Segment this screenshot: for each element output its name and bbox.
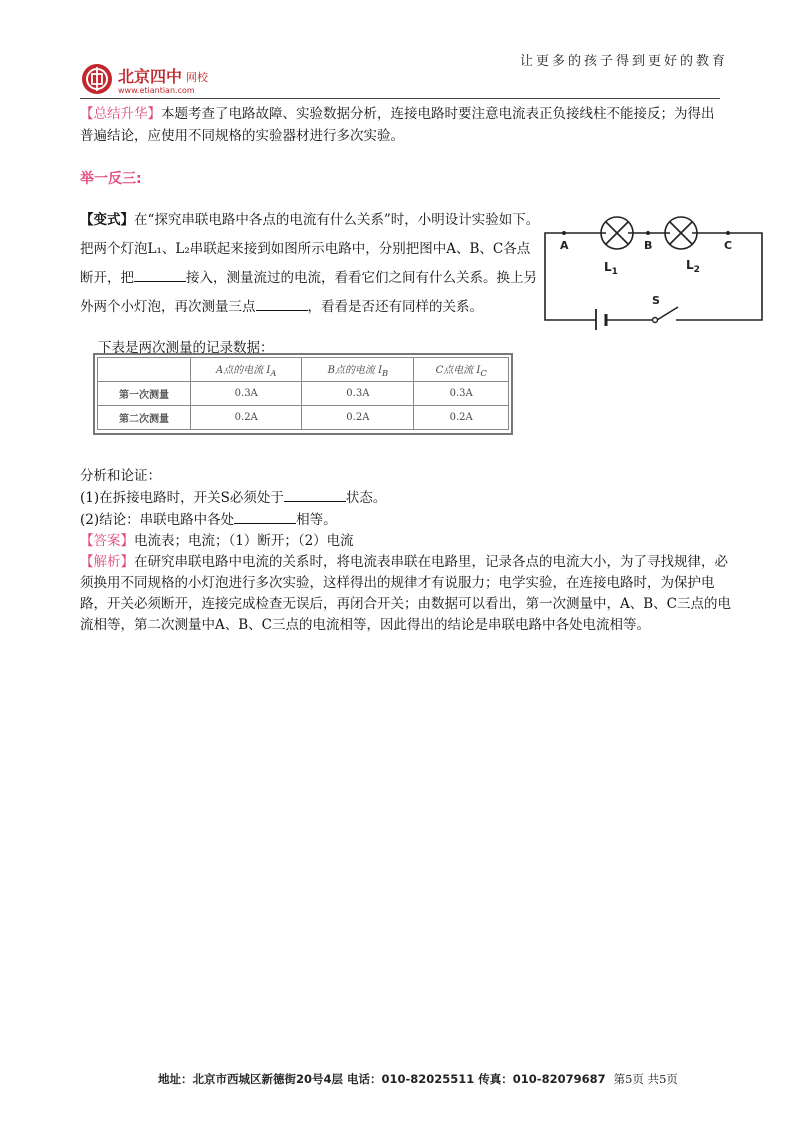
point-c-label: C (724, 239, 733, 252)
circuit-diagram (540, 205, 770, 330)
lamp-l1-label: $L_1$ (604, 260, 618, 277)
analysis-heading: 分析和论证： (80, 468, 161, 484)
logo-url: www.etiantian.com (118, 86, 195, 95)
table-cell: 0.2A (191, 406, 302, 430)
variant-tag: 【变式】 (80, 212, 134, 228)
header-slogan: 让更多的孩子得到更好的教育 (520, 54, 729, 69)
header-divider (80, 98, 720, 99)
answer-text: 电流表；电流；（1）断开；（2）电流 (134, 533, 354, 549)
answer-blank-4 (234, 509, 296, 524)
table-row (98, 382, 509, 406)
lamp-l2-label: $L_2$ (686, 258, 700, 275)
variant-question (80, 206, 540, 322)
variant-text-3: ，看看是否还有同样的关系。 (307, 299, 483, 315)
question-1: (1)在拆接电路时，开关S必须处于 状态。 (80, 487, 740, 509)
table-header-cell: A点的电流 $I_A$ (191, 358, 302, 382)
table-header-cell: B点的电流 $I_B$ (302, 358, 414, 382)
row-label: 第一次测量 (98, 382, 191, 406)
explanation-text: 在研究串联电路中电流的关系时，将电流表串联在电路里，记录各点的电流大小，为了寻找规律，必须换用不同规格的小灯泡进行多次实验，这样得出的规律才有说服力；电学实验，在连接电路时，为保护电路，开关必须断开，连接完成检查无误后，再闭合开关；由数据可以看出，第一次测量中，A、B、C三点的电流相等，第二次测量中A、B、C三点的电流相等，因此得出的结论是串联电路中各处电流相等。 (80, 554, 731, 633)
switch-icon (657, 307, 678, 320)
table-intro: 下表是两次测量的记录数据： (98, 340, 274, 356)
table-cell: 0.2A (414, 406, 509, 430)
footer-address: 地址：北京市西城区新德街20号4层 电话：010-82025511 传真：010-82079687 (158, 1072, 606, 1086)
section-title: 举一反三: (80, 171, 142, 187)
page-number: 第5页 共5页 (613, 1072, 678, 1086)
answer-tag: 【答案】 (80, 533, 134, 549)
table-header-cell (98, 358, 191, 382)
point-a-label: A (560, 239, 569, 252)
answer-blank-2 (256, 296, 308, 311)
summary-text: 本题考查了电路故障、实验数据分析，连接电路时要注意电流表正负接线柱不能接反；为得出普遍结论，应使用不同规格的实验器材进行多次实验。 (80, 106, 715, 144)
logo-suffix: 网校 (186, 71, 208, 84)
answer-line (80, 531, 740, 552)
switch-label: S (652, 294, 660, 307)
logo-name: 北京四中 (118, 67, 183, 86)
school-logo (80, 62, 260, 96)
table-cell: 0.3A (414, 382, 509, 406)
question-2: (2)结论：串联电路中各处 相等。 (80, 509, 740, 531)
row-label: 第二次测量 (98, 406, 191, 430)
explanation (80, 552, 740, 636)
point-b-label: B (644, 239, 653, 252)
answer-blank-3 (284, 487, 346, 502)
analysis-section (80, 466, 740, 636)
answer-blank-1 (134, 267, 186, 282)
summary-paragraph (80, 103, 720, 147)
table-header-cell: C点电流 $I_C$ (414, 358, 509, 382)
table-row (98, 406, 509, 430)
explanation-tag: 【解析】 (80, 554, 134, 570)
table-cell: 0.2A (302, 406, 414, 430)
variant-text-1: 在“探究串联电路中各点的电流有什么关系”时，小明设计实验如下。把两个灯泡L₁、L₂串联起来接到如图所示电路中，分别把图中A、B、C各点断开，把 (80, 212, 540, 286)
summary-tag: 【总结升华】 (80, 106, 161, 122)
table-cell: 0.3A (302, 382, 414, 406)
table-cell: 0.3A (191, 382, 302, 406)
page-footer (158, 1071, 678, 1087)
variant-text-2: 接入，测量流过的电流，看看它们之间有什么关系。换上另外两个小灯泡，再次测量三点 (80, 270, 537, 315)
table-header-row (98, 358, 509, 382)
measurement-table (97, 357, 509, 430)
